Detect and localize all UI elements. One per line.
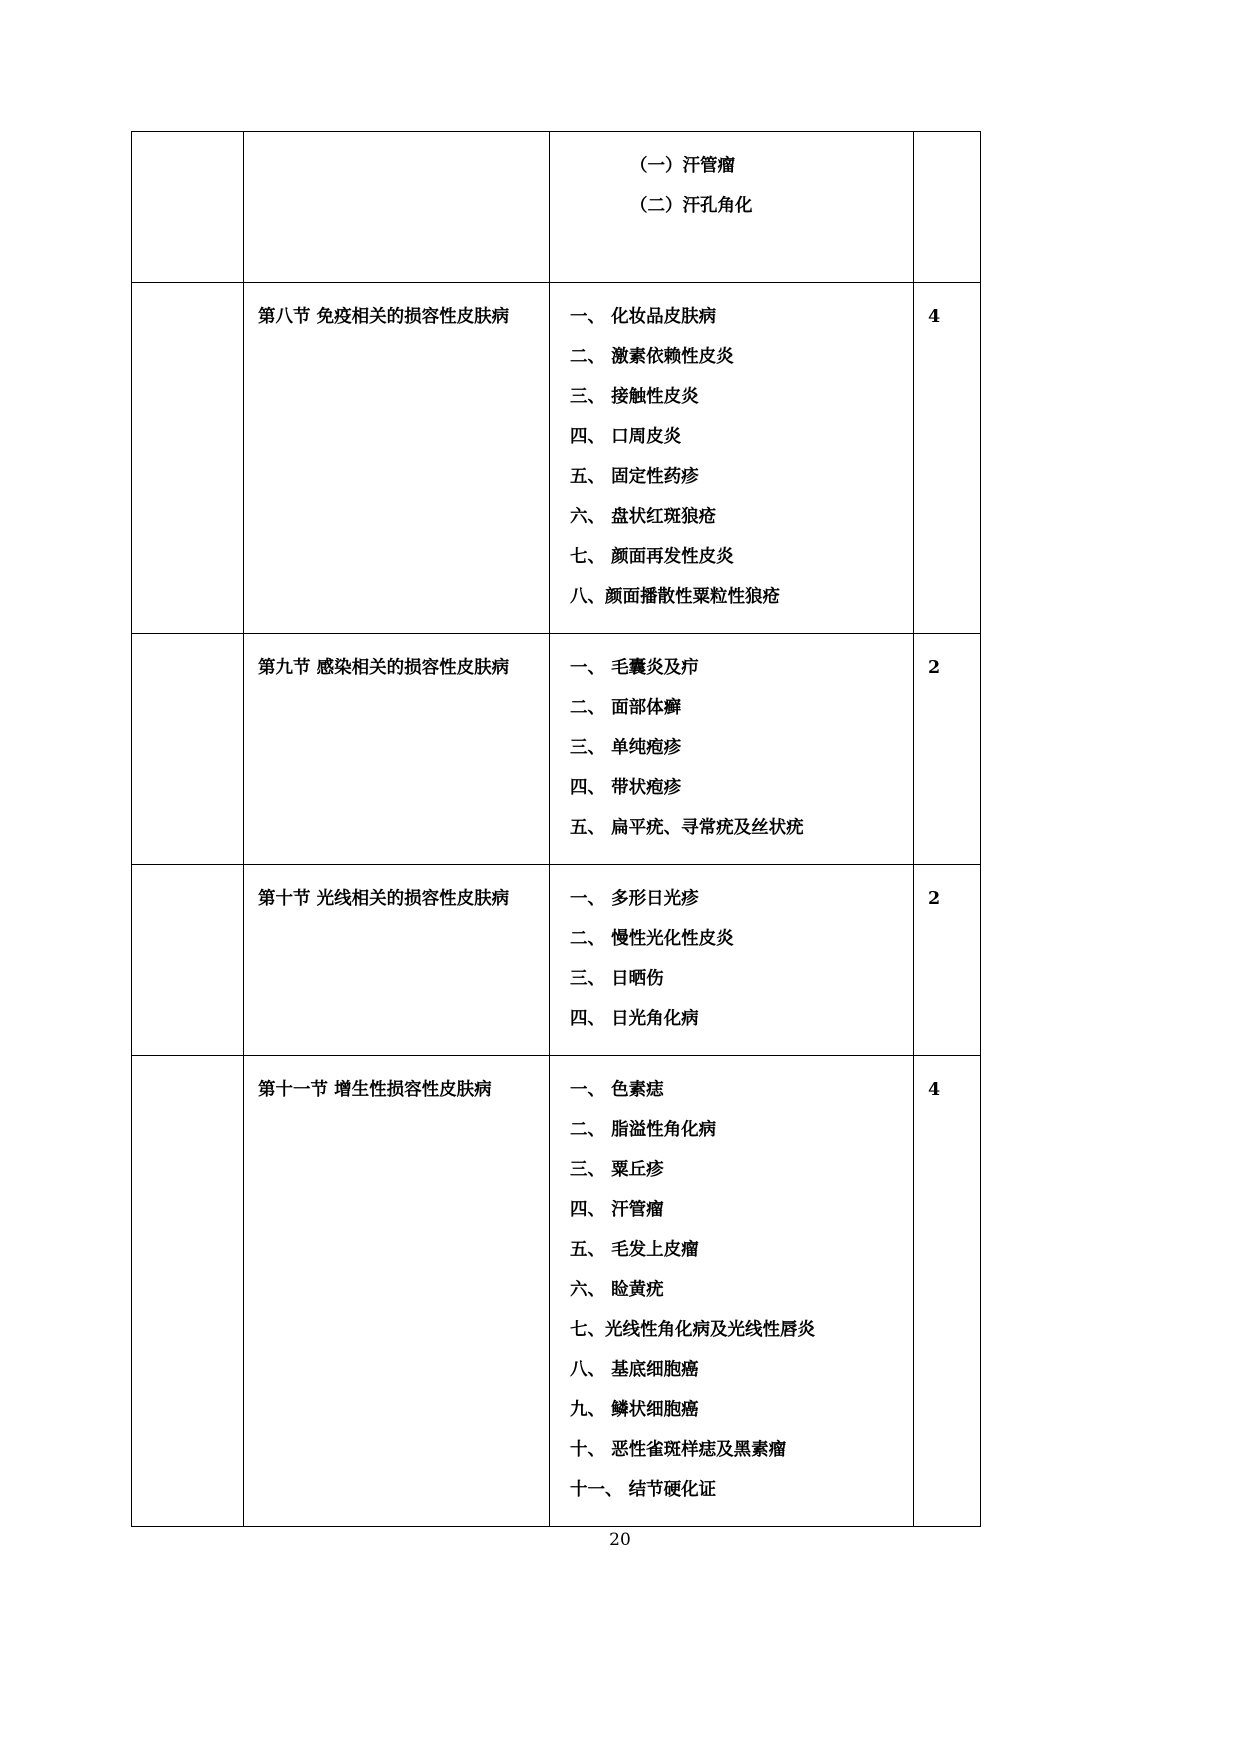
list-item: （二）汗孔角化 <box>630 196 753 216</box>
row-4-col-a-content <box>132 1056 243 1086</box>
row-0-items <box>550 132 914 283</box>
table-row <box>132 865 981 1056</box>
row-4-col-a <box>132 1056 244 1527</box>
list-item: 十、 恶性雀斑样痣及黑素瘤 <box>570 1440 787 1460</box>
row-3-col-a <box>132 865 244 1056</box>
table-row <box>132 132 981 283</box>
row-1-items-content <box>550 283 913 633</box>
list-item: 八、颜面播散性粟粒性狼疮 <box>570 587 780 607</box>
row-1-section-content <box>244 283 549 353</box>
row-0-hours-content <box>914 132 980 162</box>
table-row <box>132 1056 981 1527</box>
list-item: 三、 单纯疱疹 <box>570 738 682 758</box>
curriculum-table <box>131 131 981 1527</box>
list-item: 三、 日晒伤 <box>570 969 664 989</box>
list-item: 三、 粟丘疹 <box>570 1160 664 1180</box>
row-2-items <box>550 634 914 865</box>
row-2-hours-content <box>914 634 980 704</box>
row-4-items <box>550 1056 914 1527</box>
list-item: 五、 毛发上皮瘤 <box>570 1240 699 1260</box>
row-2-col-a-content <box>132 634 243 664</box>
list-item: 五、 固定性药疹 <box>570 467 699 487</box>
row-4-hours <box>914 1056 981 1527</box>
row-4-hours-content <box>914 1056 980 1126</box>
list-item: 四、 口周皮炎 <box>570 427 682 447</box>
list-item: 九、 鳞状细胞癌 <box>570 1400 699 1420</box>
list-item: （一）汗管瘤 <box>630 156 735 176</box>
list-item: 四、 带状疱疹 <box>570 778 682 798</box>
row-0-section <box>244 132 550 283</box>
row-1-section <box>244 283 550 634</box>
hours-value: 4 <box>928 307 941 327</box>
row-0-hours <box>914 132 981 283</box>
row-3-hours-content <box>914 865 980 935</box>
row-4-items-content <box>550 1056 913 1526</box>
row-3-col-a-content <box>132 865 243 895</box>
row-4-section <box>244 1056 550 1527</box>
list-item: 二、 激素依赖性皮炎 <box>570 347 734 367</box>
row-1-col-a-content <box>132 283 243 313</box>
section-title: 第九节 感染相关的损容性皮肤病 <box>258 658 510 678</box>
row-2-section <box>244 634 550 865</box>
table-row <box>132 634 981 865</box>
row-2-items-content <box>550 634 913 864</box>
row-0-section-content <box>244 132 549 162</box>
list-item: 一、 毛囊炎及疖 <box>570 658 699 678</box>
list-item: 二、 面部体癣 <box>570 698 682 718</box>
table-body <box>132 132 981 1527</box>
list-item: 六、 睑黄疣 <box>570 1280 664 1300</box>
row-1-hours <box>914 283 981 634</box>
row-1-col-a <box>132 283 244 634</box>
list-item: 七、 颜面再发性皮炎 <box>570 547 734 567</box>
list-item: 七、光线性角化病及光线性唇炎 <box>570 1320 815 1340</box>
row-0-col-a <box>132 132 244 283</box>
list-item: 二、 慢性光化性皮炎 <box>570 929 734 949</box>
list-item: 二、 脂溢性角化病 <box>570 1120 717 1140</box>
row-3-items <box>550 865 914 1056</box>
row-3-section <box>244 865 550 1056</box>
row-3-items-content <box>550 865 913 1055</box>
section-title: 第十一节 增生性损容性皮肤病 <box>258 1080 492 1100</box>
list-item: 一、 色素痣 <box>570 1080 664 1100</box>
row-0-col-a-content <box>132 132 243 162</box>
row-2-section-content <box>244 634 549 704</box>
row-3-section-content <box>244 865 549 935</box>
list-item: 一、 化妆品皮肤病 <box>570 307 717 327</box>
section-title: 第十节 光线相关的损容性皮肤病 <box>258 889 510 909</box>
list-item: 四、 汗管瘤 <box>570 1200 664 1220</box>
section-title: 第八节 免疫相关的损容性皮肤病 <box>258 307 510 327</box>
table-row <box>132 283 981 634</box>
hours-value: 4 <box>928 1080 941 1100</box>
list-item: 五、 扁平疣、寻常疣及丝状疣 <box>570 818 804 838</box>
list-item-spacer <box>570 226 903 266</box>
row-2-hours <box>914 634 981 865</box>
list-item: 一、 多形日光疹 <box>570 889 699 909</box>
hours-value: 2 <box>928 658 941 678</box>
list-item: 十一、 结节硬化证 <box>570 1480 717 1500</box>
hours-value: 2 <box>928 889 941 909</box>
list-item: 六、 盘状红斑狼疮 <box>570 507 717 527</box>
row-1-hours-content <box>914 283 980 353</box>
row-0-items-content <box>550 132 913 282</box>
row-1-items <box>550 283 914 634</box>
row-3-hours <box>914 865 981 1056</box>
list-item: 八、 基底细胞癌 <box>570 1360 699 1380</box>
row-2-col-a <box>132 634 244 865</box>
list-item: 三、 接触性皮炎 <box>570 387 699 407</box>
row-4-section-content <box>244 1056 549 1126</box>
page-number: 20 <box>609 1530 631 1550</box>
list-item: 四、 日光角化病 <box>570 1009 699 1029</box>
